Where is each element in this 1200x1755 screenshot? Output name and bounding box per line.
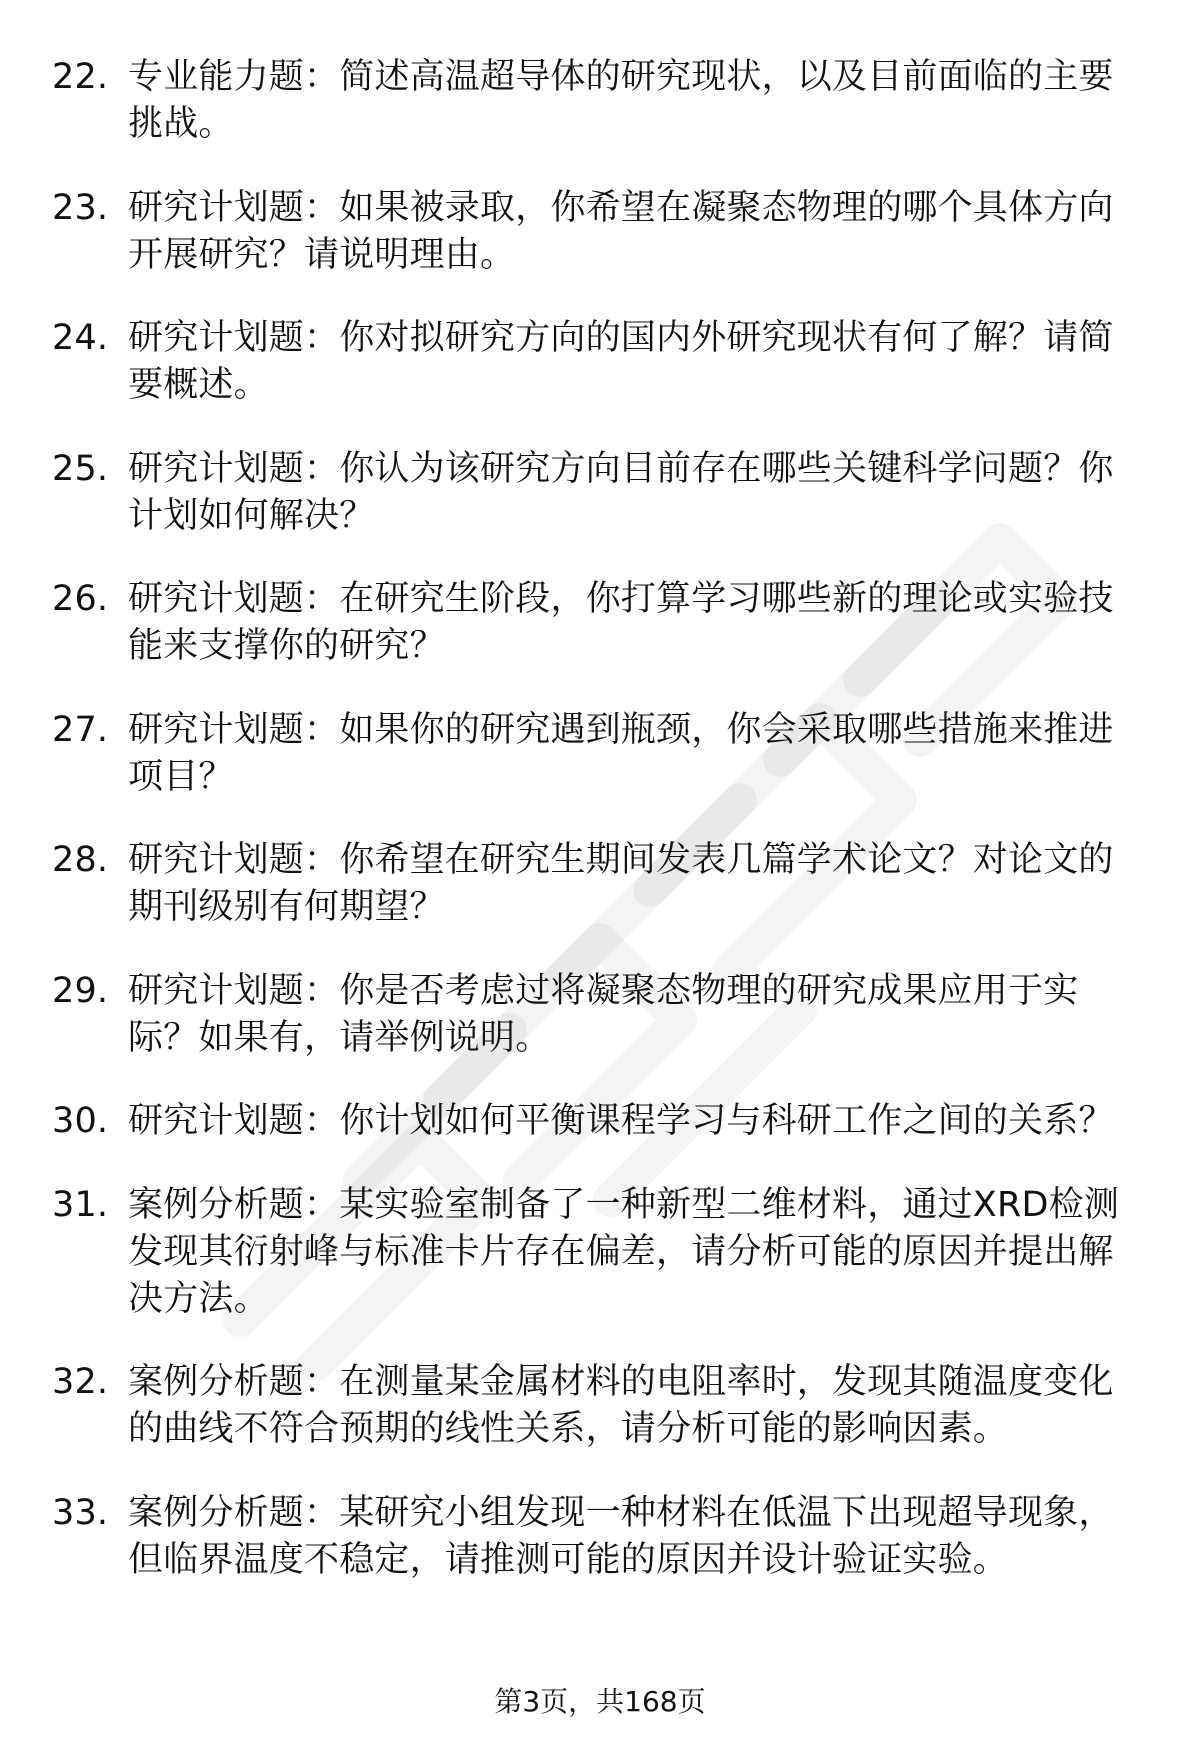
question-text: 研究计划题：如果你的研究遇到瓶颈，你会采取哪些措施来推进项目？: [128, 709, 1114, 797]
question-number: 27.: [52, 709, 109, 750]
question-number: 24.: [52, 318, 109, 358]
question-number: 25.: [52, 448, 109, 489]
list-item: [0, 1098, 1200, 1145]
question-number: 26.: [52, 579, 109, 619]
question-number: 33.: [52, 1492, 109, 1533]
list-item: [0, 446, 1200, 540]
question-number: 32.: [52, 1362, 109, 1402]
list-item: [0, 576, 1200, 670]
list-item: [0, 1490, 1200, 1584]
question-text: 研究计划题：你认为该研究方向目前存在哪些关键科学问题？你计划如何解决？: [128, 448, 1114, 536]
list-item: [0, 707, 1200, 801]
list-item: [0, 968, 1200, 1062]
question-number: 23.: [52, 187, 109, 228]
list-item: [0, 1182, 1200, 1323]
question-list: [0, 54, 1200, 1620]
list-item: [0, 54, 1200, 148]
question-text: 案例分析题：某研究小组发现一种材料在低温下出现超导现象，但临界温度不稳定，请推测可能的原因并设计验证实验。: [128, 1492, 1114, 1580]
question-text: 研究计划题：你是否考虑过将凝聚态物理的研究成果应用于实际？如果有，请举例说明。: [128, 970, 1079, 1058]
question-text: 研究计划题：你对拟研究方向的国内外研究现状有何了解？请简要概述。: [128, 318, 1114, 405]
question-text: 案例分析题：在测量某金属材料的电阻率时，发现其随温度变化的曲线不符合预期的线性关系，请分析可能的影响因素。: [128, 1362, 1114, 1449]
list-item: [0, 185, 1200, 279]
list-item: [0, 315, 1200, 409]
question-number: 22.: [52, 57, 109, 97]
question-text: 研究计划题：如果被录取，你希望在凝聚态物理的哪个具体方向开展研究？请说明理由。: [128, 187, 1114, 275]
list-item: [0, 837, 1200, 931]
list-item: [0, 1359, 1200, 1453]
page-number: 第3页，共168页: [494, 1685, 706, 1718]
question-number: 29.: [52, 970, 109, 1011]
question-number: 30.: [52, 1101, 109, 1141]
question-text: 案例分析题：某实验室制备了一种新型二维材料，通过XRD检测发现其衍射峰与标准卡片存在偏差，请分析可能的原因并提出解决方法。: [128, 1184, 1120, 1319]
question-number: 31.: [52, 1184, 109, 1225]
question-text: 研究计划题：在研究生阶段，你打算学习哪些新的理论或实验技能来支撑你的研究？: [128, 579, 1114, 666]
question-text: 研究计划题：你希望在研究生期间发表几篇学术论文？对论文的期刊级别有何期望？: [128, 840, 1114, 927]
question-number: 28.: [52, 840, 109, 880]
question-text: 专业能力题：简述高温超导体的研究现状，以及目前面临的主要挑战。: [128, 57, 1114, 144]
question-text: 研究计划题：你计划如何平衡课程学习与科研工作之间的关系？: [128, 1101, 1114, 1141]
